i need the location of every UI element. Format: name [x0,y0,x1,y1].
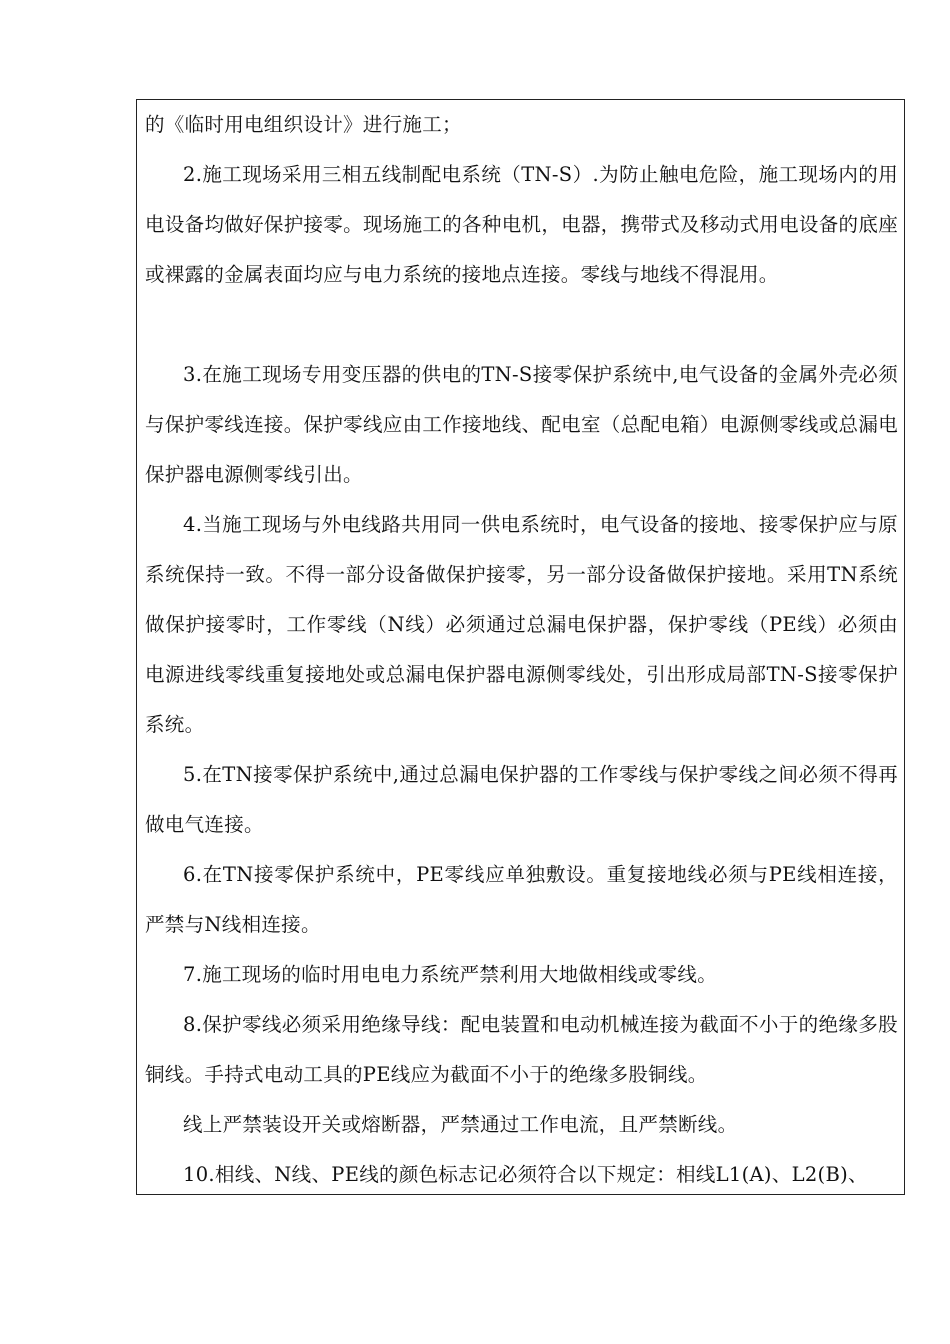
paragraph-6: 6.在TN接零保护系统中，PE零线应单独敷设。重复接地线必须与PE线相连接，严禁与N线相连接。 [145,863,898,936]
document-frame [136,99,905,1195]
paragraph-1: 的《临时用电组织设计》进行施工； [145,113,462,136]
paragraph-8: 8.保护零线必须采用绝缘导线：配电装置和电动机械连接为截面不小于的绝缘多股铜线。手持式电动工具的PE线应为截面不小于的绝缘多股铜线。 [145,1013,898,1086]
paragraph-2: 2.施工现场采用三相五线制配电系统（TN-S）.为防止触电危险，施工现场内的用电设备均做好保护接零。现场施工的各种电机，电器，携带式及移动式用电设备的底座或裸露的金属表面均应与电力系统的接地点连接。零线与地线不得混用。 [145,163,898,286]
paragraph-10: 10.相线、N线、PE线的颜色标志记必须符合以下规定：相线L1(A)、L2(B)、 [183,1163,868,1186]
paragraph-7: 7.施工现场的临时用电电力系统严禁利用大地做相线或零线。 [183,963,718,986]
paragraph-9: 线上严禁装设开关或熔断器，严禁通过工作电流，且严禁断线。 [183,1113,738,1136]
paragraph-3: 3.在施工现场专用变压器的供电的TN-S接零保护系统中,电气设备的金属外壳必须与保护零线连接。保护零线应由工作接地线、配电室（总配电箱）电源侧零线或总漏电保护器电源侧零线引出。 [145,363,898,486]
paragraph-5: 5.在TN接零保护系统中,通过总漏电保护器的工作零线与保护零线之间必须不得再做电气连接。 [145,763,898,836]
paragraph-4: 4.当施工现场与外电线路共用同一供电系统时，电气设备的接地、接零保护应与原系统保持一致。不得一部分设备做保护接零，另一部分设备做保护接地。采用TN系统做保护接零时，工作零线（N线）必须通过总漏电保护器，保护零线（PE线）必须由电源进线零线重复接地处或总漏电保护器电源侧零线处，引出形成局部TN-S接零保护系统。 [145,513,898,736]
